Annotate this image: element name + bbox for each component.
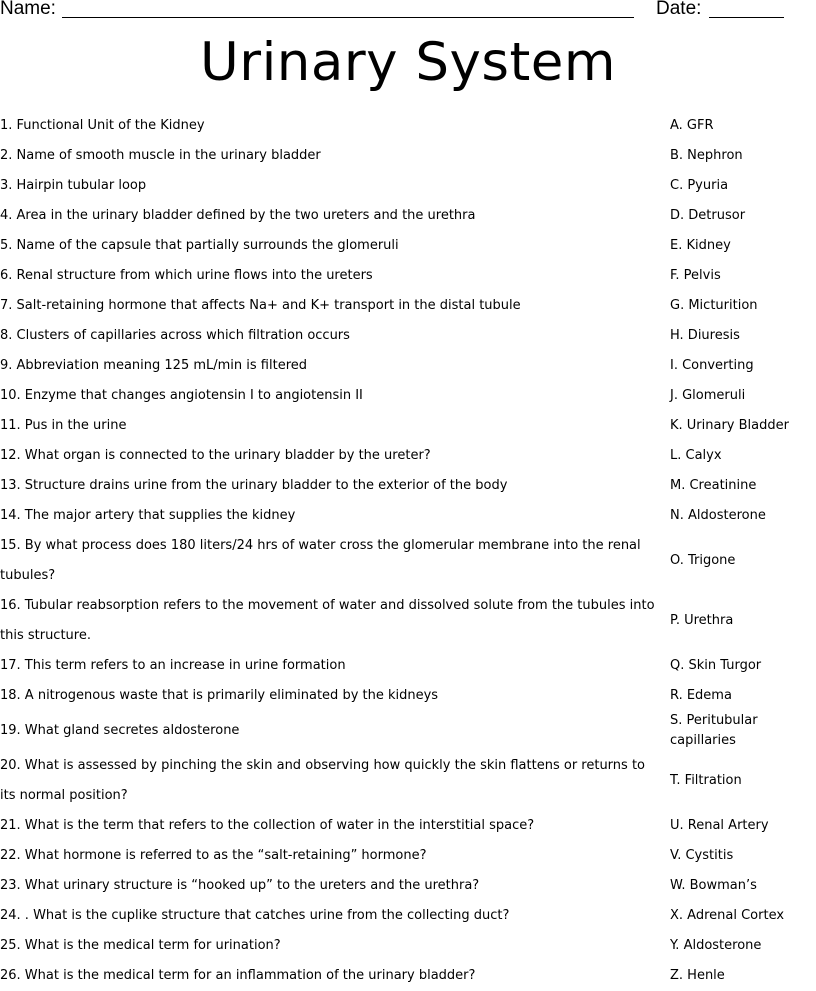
answer-option: U. Renal Artery [670,818,769,833]
matching-row-8 [0,321,816,351]
answer-option: P. Urethra [670,613,734,628]
question-text: 7. Salt-retaining hormone that affects Na+ and K+ transport in the distal tubule [0,298,521,313]
answer-option: F. Pelvis [670,268,721,283]
date-blank-line[interactable] [709,17,784,18]
answer-option: T. Filtration [670,773,742,788]
answer-option: Z. Henle [670,968,725,983]
question-text: 19. What gland secretes aldosterone [0,723,240,738]
date-label: Date: [656,0,702,19]
answer-option: Y. Aldosterone [670,938,762,953]
matching-row-23 [0,871,816,901]
question-text: 6. Renal structure from which urine flows into the ureters [0,268,373,283]
question-text: 12. What organ is connected to the urinary bladder by the ureter? [0,448,431,463]
question-text: 22. What hormone is referred to as the “salt-retaining” hormone? [0,848,427,863]
matching-row-14 [0,501,816,531]
question-text: 4. Area in the urinary bladder defined by the two ureters and the urethra [0,208,476,223]
question-text: 1. Functional Unit of the Kidney [0,118,205,133]
question-text: 13. Structure drains urine from the urinary bladder to the exterior of the body [0,478,508,493]
question-text: 11. Pus in the urine [0,418,127,433]
matching-row-5 [0,231,816,261]
question-text: 21. What is the term that refers to the collection of water in the interstitial space? [0,818,535,833]
answer-option: I. Converting [670,358,754,373]
question-text: 23. What urinary structure is “hooked up” to the ureters and the urethra? [0,878,480,893]
matching-row-12 [0,441,816,471]
question-text: 14. The major artery that supplies the kidney [0,508,296,523]
answer-option: L. Calyx [670,448,722,463]
answer-option: W. Bowman’s [670,878,757,893]
answer-option: B. Nephron [670,148,743,163]
answer-option: H. Diuresis [670,328,740,343]
answer-option: R. Edema [670,688,732,703]
question-text: 18. A nitrogenous waste that is primarily eliminated by the kidneys [0,688,439,703]
matching-row-7 [0,291,816,321]
matching-row-11 [0,411,816,441]
question-text: 26. What is the medical term for an inflammation of the urinary bladder? [0,968,476,983]
question-text: 2. Name of smooth muscle in the urinary bladder [0,148,321,163]
answer-option: N. Aldosterone [670,508,766,523]
answer-option: S. Peritubular capillaries [670,713,758,748]
question-text: 3. Hairpin tubular loop [0,178,147,193]
answer-option: D. Detrusor [670,208,746,223]
matching-row-3 [0,171,816,201]
matching-row-26 [0,961,816,991]
matching-row-4 [0,201,816,231]
name-blank-line[interactable] [62,17,634,18]
question-text: 24. . What is the cuplike structure that catches urine from the collecting duct? [0,908,510,923]
question-text: 15. By what process does 180 liters/24 hrs of water cross the glomerular membrane into the renal tubules? [0,538,641,583]
name-label: Name: [0,0,56,19]
matching-row-19 [0,711,816,751]
matching-row-2 [0,141,816,171]
matching-list [0,111,816,991]
matching-row-20 [0,751,816,811]
question-text: 5. Name of the capsule that partially surrounds the glomeruli [0,238,399,253]
matching-row-25 [0,931,816,961]
question-text: 16. Tubular reabsorption refers to the movement of water and dissolved solute from the tubules into this structure. [0,598,655,643]
question-text: 9. Abbreviation meaning 125 mL/min is filtered [0,358,307,373]
answer-option: Q. Skin Turgor [670,658,762,673]
matching-row-21 [0,811,816,841]
question-text: 20. What is assessed by pinching the skin and observing how quickly the skin flattens or returns to its normal position? [0,758,645,803]
worksheet-header [0,0,816,22]
answer-option: O. Trigone [670,553,736,568]
matching-row-17 [0,651,816,681]
matching-row-16 [0,591,816,651]
answer-option: K. Urinary Bladder [670,418,789,433]
question-text: 17. This term refers to an increase in urine formation [0,658,346,673]
matching-row-13 [0,471,816,501]
matching-row-1 [0,111,816,141]
matching-row-10 [0,381,816,411]
answer-option: X. Adrenal Cortex [670,908,785,923]
question-text: 25. What is the medical term for urination? [0,938,281,953]
answer-option: E. Kidney [670,238,731,253]
answer-option: M. Creatinine [670,478,757,493]
matching-row-24 [0,901,816,931]
matching-row-22 [0,841,816,871]
answer-option: J. Glomeruli [670,388,746,403]
page-title: Urinary System [199,32,617,93]
answer-option: A. GFR [670,118,714,133]
matching-row-9 [0,351,816,381]
matching-row-6 [0,261,816,291]
matching-row-15 [0,531,816,591]
answer-option: G. Micturition [670,298,758,313]
answer-option: V. Cystitis [670,848,734,863]
answer-option: C. Pyuria [670,178,729,193]
question-text: 8. Clusters of capillaries across which filtration occurs [0,328,350,343]
matching-row-18 [0,681,816,711]
question-text: 10. Enzyme that changes angiotensin I to angiotensin II [0,388,363,403]
